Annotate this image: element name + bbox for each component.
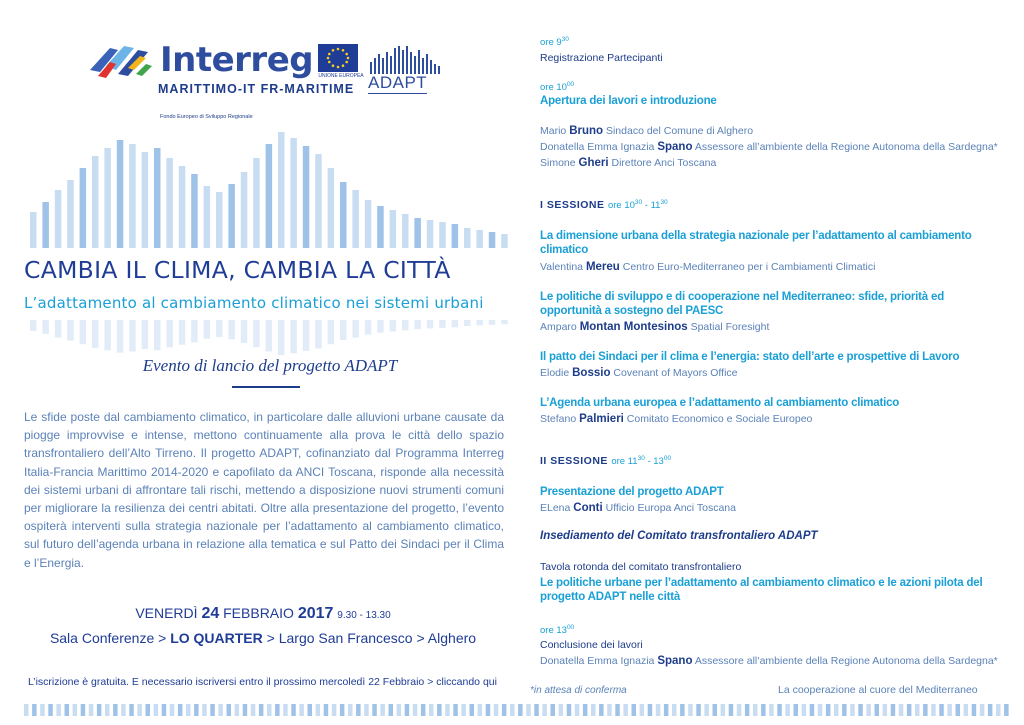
strip-bar <box>40 704 45 716</box>
strip-bar <box>486 704 491 716</box>
strip-bar <box>356 704 361 716</box>
strip-bar <box>818 704 823 716</box>
strip-bar <box>73 704 78 716</box>
event-venue <box>24 630 502 646</box>
skyline-bar <box>55 190 62 248</box>
strip-bar <box>956 704 961 716</box>
strip-bar <box>405 704 410 716</box>
strip-bar <box>988 704 993 716</box>
strip-bar <box>162 704 167 716</box>
strip-bar <box>332 704 337 716</box>
agenda-time-1000: ore $10^{00}$ <box>540 81 575 94</box>
strip-bar <box>858 704 863 716</box>
strip-bar <box>623 704 628 716</box>
strip-bar <box>526 704 531 716</box>
strip-bar <box>113 704 118 716</box>
skyline-reflection-bar <box>204 320 211 339</box>
strip-bar <box>534 704 539 716</box>
venue-hall: Sala Conferenze <box>49 630 155 646</box>
venue-city: Alghero <box>427 630 477 646</box>
eu-label: UNIONE EUROPEA <box>318 73 364 79</box>
skyline-reflection-bar <box>427 320 434 328</box>
strip-bar <box>518 704 523 716</box>
skyline-bar <box>129 144 136 248</box>
venue-separator: > <box>266 630 275 646</box>
talk-2-title: Le politiche di sviluppo e di cooperazione nel Mediterraneo: sfide, priorità ed opportunità a sostegno del PAESC <box>540 291 945 317</box>
speaker: Simone Gheri Direttore Anci Toscana <box>540 157 717 169</box>
strip-bar <box>308 704 313 716</box>
strip-bar <box>194 704 199 716</box>
strip-bar <box>146 704 151 716</box>
strip-bar <box>794 704 799 716</box>
registration-link[interactable]: cliccando qui <box>436 676 497 688</box>
strip-bar <box>267 704 272 716</box>
venue-separator: > <box>416 630 425 646</box>
strip-bar <box>494 704 499 716</box>
skyline-bar <box>377 206 384 248</box>
strip-bar <box>380 704 385 716</box>
strip-bar <box>421 704 426 716</box>
agenda-opening-title: Apertura dei lavori e introduzione <box>540 95 717 107</box>
skyline-reflection-bar <box>179 320 186 345</box>
strip-bar <box>980 704 985 716</box>
strip-bar <box>567 704 572 716</box>
agenda-closing: Conclusione dei lavori <box>540 639 643 651</box>
skyline-bar <box>216 192 223 248</box>
event-divider <box>232 386 300 388</box>
skyline-bar <box>204 186 211 248</box>
skyline-bar <box>228 184 235 248</box>
speaker: Valentina Mereu Centro Euro-Mediterraneo per i Cambiamenti Climatici <box>540 261 876 273</box>
strip-bar <box>283 704 288 716</box>
skyline-reflection-bar <box>452 320 459 327</box>
skyline-reflection-bar <box>390 320 397 331</box>
session-1-heading: I SESSIONE ore $10^{30} - 11^{30}$ <box>540 199 668 212</box>
agenda-time-0930: ore $9^{30}$ <box>540 36 569 49</box>
skyline-bar <box>390 210 397 248</box>
strip-bar <box>24 704 29 716</box>
committee-installation: Insediamento del Comitato transfrontaliero ADAPT <box>540 530 818 542</box>
skyline-bar <box>154 148 161 248</box>
skyline-reflection-bar <box>191 320 198 342</box>
strip-bar <box>397 704 402 716</box>
skyline-bar <box>439 222 446 248</box>
strip-bar <box>316 704 321 716</box>
skyline-reflection-bar <box>439 320 446 328</box>
adapt-wordmark: ADAPT <box>368 73 428 92</box>
strip-bar <box>599 704 604 716</box>
skyline-bar <box>352 190 359 248</box>
skyline-reflection-bar <box>278 320 285 355</box>
skyline-bar <box>142 152 149 248</box>
strip-bar <box>154 704 159 716</box>
skyline-bar <box>476 230 483 248</box>
strip-bar <box>615 704 620 716</box>
skyline-reflection-bar <box>80 320 87 344</box>
strip-bar <box>275 704 280 716</box>
skyline-reflection-bar <box>129 320 136 351</box>
speaker: Mario Bruno Sindaco del Comune di Alghero <box>540 125 754 137</box>
skyline-bar <box>241 172 248 248</box>
strip-bar <box>583 704 588 716</box>
strip-bar <box>866 704 871 716</box>
strip-bar <box>745 704 750 716</box>
strip-bar <box>996 704 1001 716</box>
strip-bar <box>672 704 677 716</box>
strip-bar <box>129 704 134 716</box>
strip-bar <box>186 704 191 716</box>
skyline-reflection-bar <box>476 320 483 325</box>
skyline-bar <box>67 180 74 248</box>
skyline-bar <box>166 158 173 248</box>
skyline-reflection-bar <box>328 320 335 344</box>
event-date <box>24 605 502 623</box>
skyline-bar <box>179 166 186 248</box>
strip-bar <box>137 704 142 716</box>
skyline-reflection-bar <box>55 320 62 338</box>
strip-bar <box>437 704 442 716</box>
skyline-bar <box>365 200 372 248</box>
strip-bar <box>324 704 329 716</box>
strip-bar <box>640 704 645 716</box>
session-2-heading: II SESSIONE ore $11^{30} - 13^{00}$ <box>540 455 672 468</box>
strip-bar <box>915 704 920 716</box>
skyline-bar <box>303 146 310 248</box>
strip-bar <box>259 704 264 716</box>
strip-bar <box>178 704 183 716</box>
strip-bar <box>210 704 215 716</box>
strip-bar <box>235 704 240 716</box>
strip-bar <box>389 704 394 716</box>
skyline-reflection-bar <box>402 320 409 330</box>
strip-bar <box>834 704 839 716</box>
strip-bar <box>891 704 896 716</box>
strip-bar <box>923 704 928 716</box>
skyline-reflection-bar <box>290 320 297 353</box>
speaker: Elodie Bossio Covenant of Mayors Office <box>540 367 738 379</box>
speaker: ELena Conti Ufficio Europa Anci Toscana <box>540 502 736 514</box>
registration-note <box>28 676 498 688</box>
strip-bar <box>372 704 377 716</box>
skyline-bar <box>117 140 124 248</box>
interreg-wordmark: Interreg <box>160 40 314 80</box>
strip-bar <box>688 704 693 716</box>
strip-bar <box>32 704 37 716</box>
roundtable-title: Le politiche urbane per l’adattamento al cambiamento climatico e le azioni pilota del progetto ADAPT nelle città <box>540 577 983 603</box>
skyline-reflection-bar <box>253 320 260 347</box>
skyline-bar <box>92 156 99 248</box>
strip-bar <box>89 704 94 716</box>
strip-bar <box>551 704 556 716</box>
strip-bar <box>121 704 126 716</box>
skyline-bar <box>464 228 471 248</box>
skyline-bar <box>42 202 49 248</box>
skyline-bar <box>414 218 421 248</box>
date-month: FEBBRAIO <box>223 605 294 621</box>
strip-bar <box>753 704 758 716</box>
strip-bar <box>575 704 580 716</box>
skyline-bar <box>427 220 434 248</box>
strip-bar <box>656 704 661 716</box>
strip-bar <box>713 704 718 716</box>
programme-name: MARITTIMO-IT FR-MARITIME <box>158 82 355 96</box>
strip-bar <box>696 704 701 716</box>
strip-bar <box>243 704 248 716</box>
skyline-reflection-bar <box>166 320 173 347</box>
registration-separator: > <box>427 676 434 688</box>
strip-bar <box>542 704 547 716</box>
confirmation-footnote: *in attesa di conferma <box>530 685 627 696</box>
skyline-bar <box>340 182 347 248</box>
footer-tagline: La cooperazione al cuore del Mediterraneo <box>778 684 978 696</box>
strip-bar <box>299 704 304 716</box>
strip-bar <box>105 704 110 716</box>
eu-flag-icon <box>318 44 358 72</box>
strip-bar <box>340 704 345 716</box>
event-launch-heading: Evento di lancio del progetto ADAPT <box>142 356 398 375</box>
date-hours: 9.30 - 13.30 <box>337 610 391 621</box>
speaker: Amparo Montan Montesinos Spatial Foresight <box>540 321 770 333</box>
venue-separator: > <box>158 630 167 646</box>
strip-bar <box>470 704 475 716</box>
strip-bar <box>826 704 831 716</box>
speaker: Donatella Emma Ignazia Spano Assessore all’ambiente della Regione Autonoma della Sardegna* <box>540 655 998 667</box>
strip-bar <box>850 704 855 716</box>
skyline-bar <box>489 232 496 248</box>
registration-text: L’iscrizione è gratuita. E necessario iscriversi entro il prossimo mercoledì 22 Febbraio <box>28 676 425 688</box>
strip-bar <box>1004 704 1009 716</box>
skyline-reflection-bar <box>489 320 496 325</box>
skyline-reflection-bar <box>117 320 124 353</box>
agenda <box>530 0 1010 700</box>
skyline-bar <box>290 138 297 248</box>
skyline-reflection-bar <box>154 320 161 350</box>
strip-bar <box>364 704 369 716</box>
skyline-reflection-bar <box>365 320 372 335</box>
strip-bar <box>769 704 774 716</box>
strip-bar <box>648 704 653 716</box>
skyline-reflection-bar <box>266 320 273 351</box>
skyline-reflection-bar <box>42 320 49 334</box>
strip-bar <box>883 704 888 716</box>
strip-bar <box>704 704 709 716</box>
strip-bar <box>761 704 766 716</box>
skyline-bar <box>328 168 335 248</box>
strip-bar <box>737 704 742 716</box>
skyline-bar <box>315 154 322 248</box>
skyline-reflection-bar <box>228 320 235 339</box>
date-weekday: VENERDÌ <box>135 605 198 621</box>
strip-bar <box>445 704 450 716</box>
strip-bar <box>453 704 458 716</box>
strip-bar <box>939 704 944 716</box>
interreg-logo-icon <box>88 40 154 80</box>
strip-bar <box>291 704 296 716</box>
strip-bar <box>170 704 175 716</box>
skyline-bar <box>191 174 198 248</box>
strip-bar <box>947 704 952 716</box>
strip-bar <box>964 704 969 716</box>
venue-square: Largo San Francesco <box>278 630 413 646</box>
strip-bar <box>65 704 70 716</box>
skyline-bar <box>266 144 273 248</box>
page-title: CAMBIA IL CLIMA, CAMBIA LA CITTÀ <box>24 256 451 284</box>
strip-bar <box>218 704 223 716</box>
strip-bar <box>429 704 434 716</box>
strip-bar <box>664 704 669 716</box>
strip-bar <box>56 704 61 716</box>
talk-3-title: Il patto dei Sindaci per il clima e l’energia: stato dell’arte e prospettive di Lavoro <box>540 351 960 363</box>
strip-bar <box>227 704 232 716</box>
date-year: 2017 <box>297 605 334 622</box>
skyline-reflection-bar <box>104 320 111 350</box>
strip-bar <box>510 704 515 716</box>
skyline-reflection-bar <box>414 320 421 329</box>
skyline-reflection-bar <box>241 320 248 343</box>
skyline-reflection-bar <box>315 320 322 348</box>
agenda-time-1300: ore $13^{00}$ <box>540 624 575 637</box>
skyline-reflection-bar <box>303 320 310 351</box>
strip-bar <box>478 704 483 716</box>
strip-bar <box>348 704 353 716</box>
roundtable-label: Tavola rotonda del comitato transfrontaliero <box>540 561 742 573</box>
skyline-bar <box>80 168 87 248</box>
logo-block <box>88 40 508 130</box>
agenda-registration: Registrazione Partecipanti <box>540 52 663 64</box>
date-day: 24 <box>201 605 220 622</box>
skyline-reflection-bar <box>92 320 99 348</box>
skyline-reflection-bar <box>352 320 359 338</box>
speaker: Donatella Emma Ignazia Spano Assessore all’ambiente della Regione Autonoma della Sardegna* <box>540 141 998 153</box>
strip-bar <box>632 704 637 716</box>
bottom-bars-decoration <box>24 700 1014 720</box>
strip-bar <box>591 704 596 716</box>
skyline-bars-decoration <box>24 128 510 373</box>
event-description: Le sfide poste dal cambiamento climatico, in particolare dalle alluvioni urbane causate da piogge improvvise e intense, mettono continuamente alla prova le città dello spazio transfrontaliero dell’Alto Tirreno. Il progetto ADAPT, cofinanziato dal Programma Interreg Italia-Francia Marittimo 2014-2020 e capofilato da ANCI Toscana, risponde alla necessità dei sistemi urbani di affrontare tali rischi, mettendo a disposizione nuovi strumenti comuni per migliorare la resilienza dei centri abitati. Oltre alla presentazione del progetto, l’evento ospiterà interventi sulla strategia nazionale per l’adattamento al cambiamento climatico, sul futuro dell’agenda urbana in relazione alla tematica e sul Patto dei Sindaci per il Clima e l’Energia. <box>24 410 504 570</box>
talk-1-title: La dimensione urbana della strategia nazionale per l’adattamento al cambiamento climatico <box>540 230 972 256</box>
strip-bar <box>899 704 904 716</box>
talk-5-title: Presentazione del progetto ADAPT <box>540 486 724 498</box>
skyline-reflection-bar <box>142 320 149 349</box>
strip-bar <box>81 704 86 716</box>
strip-bar <box>461 704 466 716</box>
strip-bar <box>559 704 564 716</box>
skyline-bar <box>452 224 459 248</box>
strip-bar <box>777 704 782 716</box>
skyline-reflection-bar <box>67 320 74 341</box>
skyline-reflection-bar <box>501 320 508 324</box>
strip-bar <box>251 704 256 716</box>
skyline-bar <box>278 132 285 248</box>
strip-bar <box>413 704 418 716</box>
strip-bar <box>729 704 734 716</box>
skyline-reflection-bar <box>340 320 347 340</box>
strip-bar <box>607 704 612 716</box>
venue-building: LO QUARTER <box>170 630 263 646</box>
skyline-bar <box>104 148 111 248</box>
skyline-bar <box>501 234 508 248</box>
strip-bar <box>48 704 53 716</box>
fund-label: Fondo Europeo di Sviluppo Regionale <box>160 114 253 120</box>
skyline-bar <box>30 212 37 248</box>
speaker: Stefano Palmieri Comitato Economico e Sociale Europeo <box>540 413 813 425</box>
skyline-reflection-bar <box>464 320 471 326</box>
skyline-reflection-bar <box>216 320 223 337</box>
strip-bar <box>875 704 880 716</box>
strip-bar <box>97 704 102 716</box>
strip-bar <box>721 704 726 716</box>
strip-bar <box>907 704 912 716</box>
strip-bar <box>931 704 936 716</box>
strip-bar <box>680 704 685 716</box>
adapt-logo-icon <box>368 44 444 74</box>
talk-4-title: L’Agenda urbana europea e l’adattamento al cambiamento climatico <box>540 397 900 409</box>
page-subtitle: L’adattamento al cambiamento climatico nei sistemi urbani <box>24 294 484 312</box>
skyline-reflection-bar <box>30 320 37 331</box>
skyline-reflection-bar <box>377 320 384 333</box>
skyline-bar <box>253 158 260 248</box>
strip-bar <box>785 704 790 716</box>
strip-bar <box>810 704 815 716</box>
strip-bar <box>842 704 847 716</box>
strip-bar <box>202 704 207 716</box>
skyline-bar <box>402 214 409 248</box>
strip-bar <box>502 704 507 716</box>
strip-bar <box>972 704 977 716</box>
strip-bar <box>802 704 807 716</box>
